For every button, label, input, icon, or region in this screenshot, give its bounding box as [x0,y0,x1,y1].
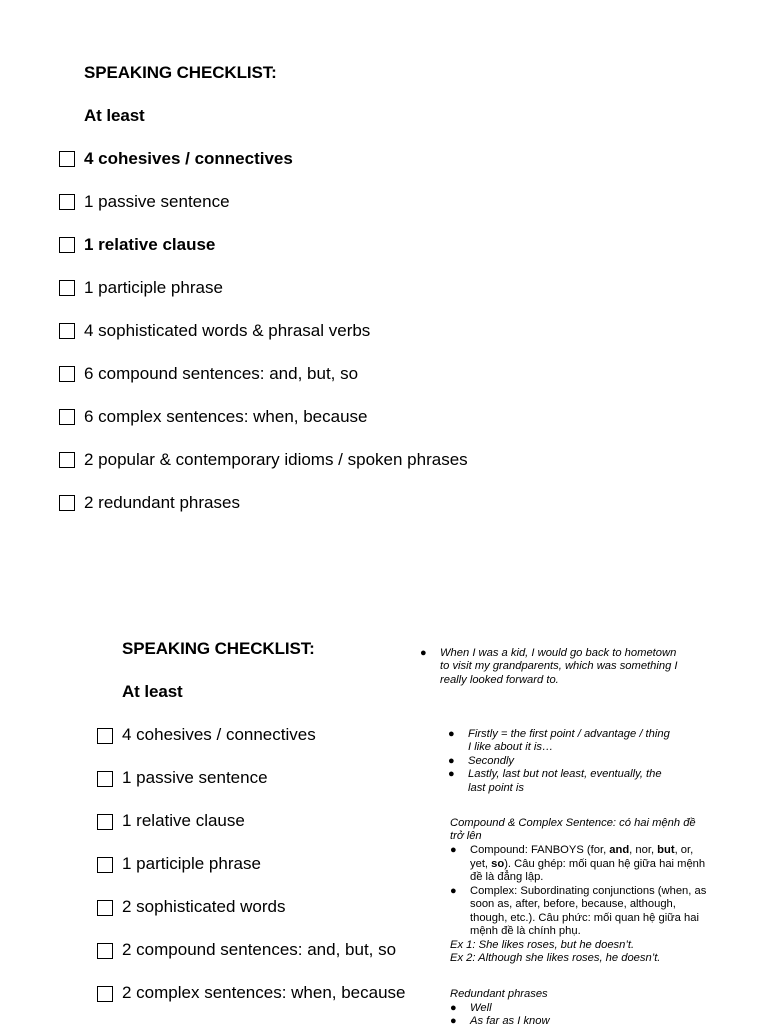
redundant-heading: Redundant phrases [450,988,548,1000]
redundant-item: As far as I know [470,1015,550,1027]
example-line: really looked forward to. [440,674,559,686]
checkbox-top-8[interactable] [59,452,75,468]
top-item-label: 2 redundant phrases [84,493,240,512]
checkbox-top-4[interactable] [59,280,75,296]
redundant-item: Well [470,1002,492,1014]
connective-line: Lastly, last but not least, eventually, the [468,768,662,780]
bullet-icon: ● [450,844,457,856]
bottom-item-label: 1 relative clause [122,811,245,830]
complex-line: Complex: Subordinating conjunctions (when, as [470,885,707,897]
connective-line: last point is [468,782,524,794]
example-1: Ex 1: She likes roses, but he doesn’t. [450,939,635,951]
bottom-item-label: 1 participle phrase [122,854,261,873]
example-2: Ex 2: Although she likes roses, he doesn’t. [450,952,661,964]
example-line: to visit my grandparents, which was something I [440,660,678,672]
bullet-icon: ● [450,1002,457,1014]
top-item-label: 6 complex sentences: when, because [84,407,368,426]
checkbox-bottom-7[interactable] [97,986,113,1002]
checkbox-bottom-1[interactable] [97,728,113,744]
complex-line: mệnh đề là chính phụ. [470,925,581,937]
bullet-icon: ● [448,768,455,780]
top-item-label: 6 compound sentences: and, but, so [84,364,359,383]
connective-line: Secondly [468,755,515,767]
bottom-item-label: 1 passive sentence [122,768,268,787]
checkbox-top-3[interactable] [59,237,75,253]
checkbox-bottom-2[interactable] [97,771,113,787]
bullet-icon: ● [448,728,455,740]
checkbox-top-7[interactable] [59,409,75,425]
bottom-item-label: 4 cohesives / connectives [122,725,316,744]
top-item-label: 1 relative clause [84,235,216,254]
bottom-checklist-subtitle: At least [122,682,183,701]
complex-line: though, etc.). Câu phức: mối quan hệ giữa hai [470,912,699,924]
checkbox-top-1[interactable] [59,151,75,167]
compound-line: đề là đẳng lập. [470,871,544,883]
connective-line: Firstly = the first point / advantage / thing [468,728,670,740]
bottom-item-label: 2 complex sentences: when, because [122,983,406,1002]
bullet-icon: ● [448,755,455,767]
top-checklist-title: SPEAKING CHECKLIST: [84,63,277,82]
top-item-label: 1 participle phrase [84,278,223,297]
top-item-label: 2 popular & contemporary idioms / spoken phrases [84,450,468,469]
top-item-label: 4 cohesives / connectives [84,149,293,168]
compound-line: Compound: FANBOYS (for, and, nor, but, or, [470,844,694,856]
checkbox-bottom-3[interactable] [97,814,113,830]
complex-line: soon as, after, before, because, although, [470,898,676,910]
top-item-label: 1 passive sentence [84,192,230,211]
top-checklist-subtitle: At least [84,106,145,125]
bottom-item-label: 2 sophisticated words [122,897,286,916]
checkbox-top-5[interactable] [59,323,75,339]
bullet-icon: ● [420,647,427,659]
checkbox-bottom-6[interactable] [97,943,113,959]
bullet-icon: ● [450,885,457,897]
checkbox-top-9[interactable] [59,495,75,511]
example-line: When I was a kid, I would go back to hometown [440,647,677,659]
checkbox-top-2[interactable] [59,194,75,210]
bullet-icon: ● [450,1015,457,1027]
connective-line: I like about it is… [468,741,554,753]
compound-complex-heading: Compound & Complex Sentence: có hai mệnh đề [450,817,696,829]
checkbox-bottom-4[interactable] [97,857,113,873]
checkbox-top-6[interactable] [59,366,75,382]
bottom-checklist-title: SPEAKING CHECKLIST: [122,639,315,658]
checkbox-bottom-5[interactable] [97,900,113,916]
compound-complex-heading: trở lên [450,830,482,842]
bottom-item-label: 2 compound sentences: and, but, so [122,940,397,959]
top-item-label: 4 sophisticated words & phrasal verbs [84,321,371,340]
compound-line: yet, so). Câu ghép: mối quan hệ giữa hai mệnh [470,858,706,870]
